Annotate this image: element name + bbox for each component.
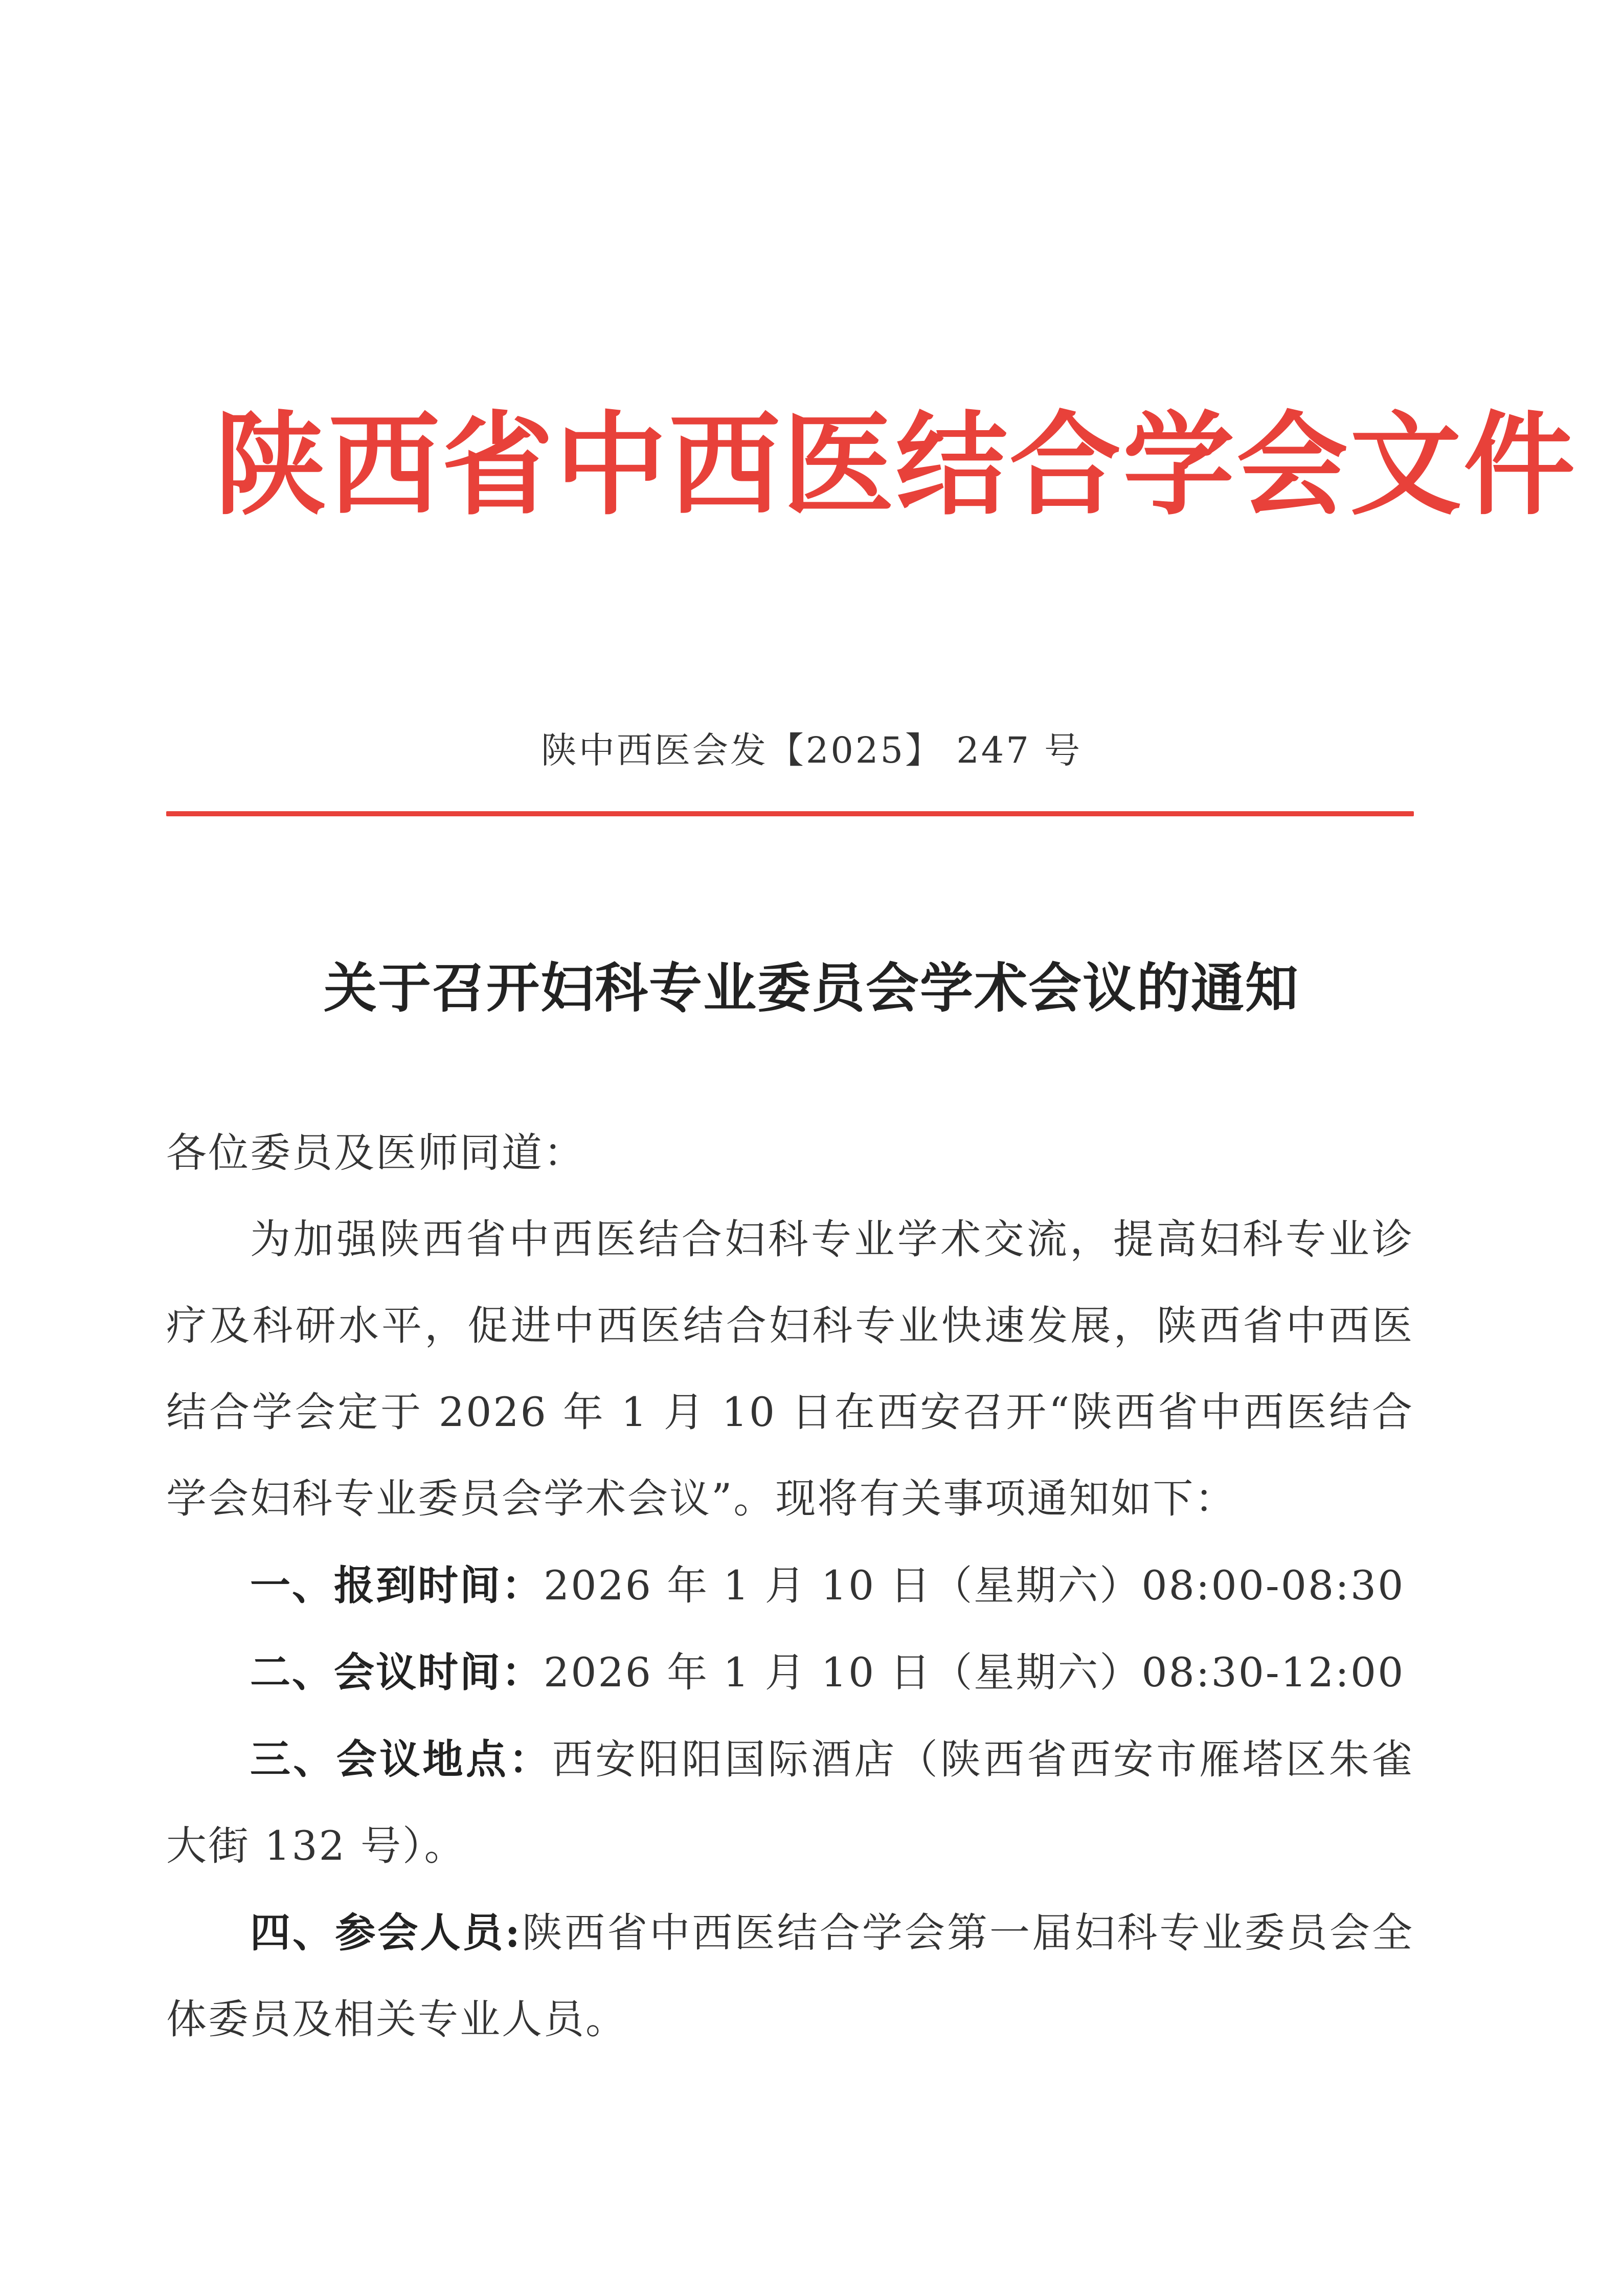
item-attendees <box>166 1889 1414 2063</box>
item-meeting-location <box>166 1716 1414 1889</box>
organization-header-title: 陕西省中西医结合学会文件 <box>215 399 1577 530</box>
item-label: 四、参会人员: <box>250 1909 522 1956</box>
item-meeting-time <box>166 1629 1414 1716</box>
item-registration-time <box>166 1542 1414 1629</box>
item-label: 二、会议时间： <box>250 1648 544 1696</box>
document-number: 陕中西医会发【2025】 247 号 <box>540 729 1083 771</box>
item-text: 陕西省中西医结合学会第一届妇科专业委员会全体委员及相关专业人员。 <box>166 1909 1414 2043</box>
notice-body <box>166 1110 1414 2063</box>
item-text: 2026 年 1 月 10 日（星期六）08:00-08:30 <box>544 1562 1405 1609</box>
salutation: 各位委员及医师同道： <box>166 1129 585 1176</box>
item-text: 2026 年 1 月 10 日（星期六）08:30-12:00 <box>544 1649 1405 1696</box>
red-divider-line <box>166 811 1414 816</box>
notice-title: 关于召开妇科专业委员会学术会议的通知 <box>323 956 1299 1019</box>
item-label: 三、会议地点： <box>250 1735 552 1783</box>
item-text: 西安阳阳国际酒店（陕西省西安市雁塔区朱雀大街 132 号）。 <box>166 1736 1414 1869</box>
intro-paragraph: 为加强陕西省中西医结合妇科专业学术交流，提高妇科专业诊疗及科研水平，促进中西医结合妇科专业快速发展，陕西省中西医结合学会定于 2026 年 1 月 10 日在西安召开“陕西省中西医结合学会妇科专业委员会学术会议”。现将有关事项通知如下： <box>166 1216 1414 1522</box>
item-label: 一、报到时间： <box>250 1562 544 1609</box>
